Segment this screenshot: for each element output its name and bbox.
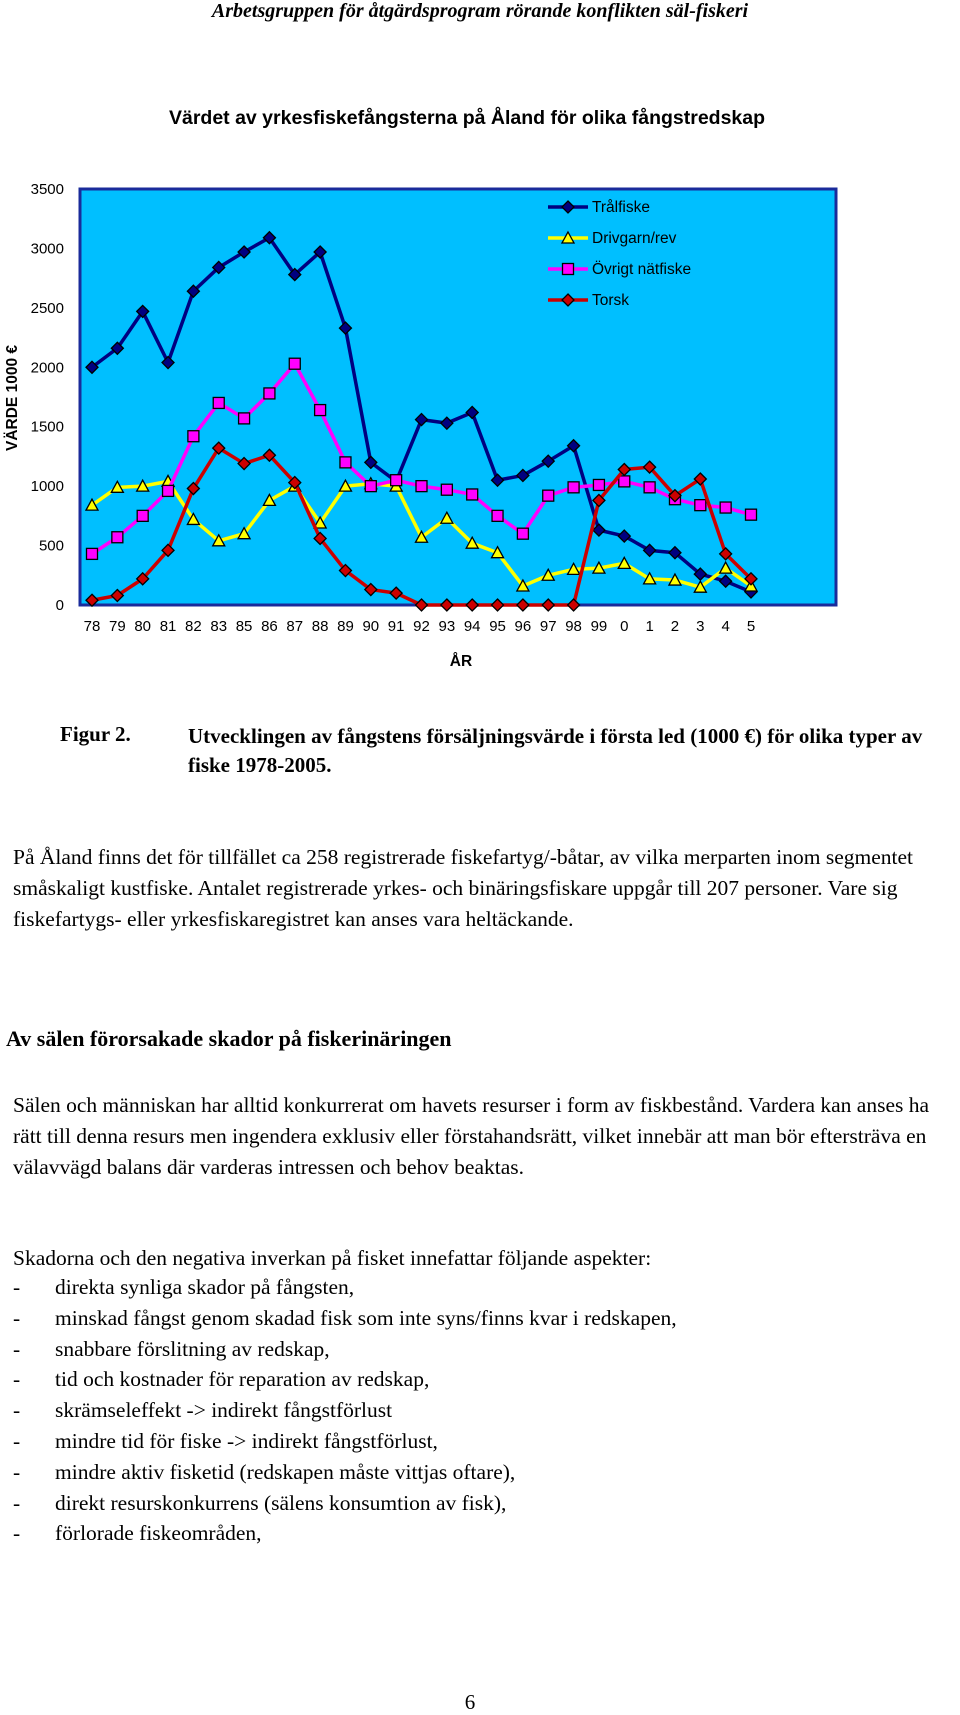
x-tick-label: 88 [311,618,329,635]
x-tick-label: 85 [235,618,253,635]
list-dash: - [13,1367,21,1392]
x-axis-label: ÅR [449,653,473,670]
y-tick-label: 1000 [30,478,64,496]
x-tick-label: 96 [514,618,532,635]
y-tick-label: 3500 [30,181,64,198]
data-point [467,489,478,500]
aspect-list [13,1272,677,1549]
data-point [112,532,123,543]
x-tick-label: 94 [463,618,481,635]
data-point [695,500,706,511]
list-item-text: mindre tid för fiske -> indirekt fångstförlust, [55,1428,438,1453]
list-dash: - [13,1490,21,1515]
list-item-text: minskad fångst genom skadad fisk som inte syns/finns kvar i redskapen, [55,1305,677,1330]
running-header: Arbetsgruppen för åtgärdsprogram rörande konflikten säl-fiskeri [211,0,749,22]
y-tick-label: 500 [38,537,64,555]
list-item-text: direkt resurskonkurrens (sälens konsumtion av fisk), [55,1490,507,1515]
data-point [391,475,402,486]
chart-title: Värdet av yrkesfiskefångsterna på Åland för olika fångstredskap [168,107,766,129]
data-point [593,479,604,490]
x-tick-label: 4 [721,618,730,635]
x-tick-label: 93 [438,618,456,635]
paragraph-fleet: På Åland finns det för tillfället ca 258 registrerade fiskefartyg/-båtar, av vilka merparten inom segmentet småskaligt kustfiske. Antalet registrerade yrkes- och binäringsfiskare uppgår till 207 personer. Vare sig fiskefartygs- eller yrkesfiskaregistret kan anses vara heltäckande. [13,845,914,931]
x-tick-label: 86 [261,618,278,635]
y-tick-label: 2500 [30,299,64,317]
list-item [13,1364,677,1395]
figure-label: Figur 2. [60,722,131,746]
list-item [13,1518,677,1549]
y-axis-label: VÄRDE 1000 € [4,345,21,451]
page-number: 6 [464,1690,476,1714]
data-point [239,413,250,424]
list-item-text: mindre aktiv fisketid (redskapen måste vittjas oftare), [55,1459,516,1484]
list-item [13,1334,677,1365]
legend-label: Övrigt nätfiske [592,261,692,278]
list-dash: - [13,1275,21,1299]
x-tick-label: 89 [337,618,354,635]
y-tick-label: 2000 [30,359,64,377]
data-point [315,405,326,416]
legend-marker [563,264,574,275]
x-tick-label: 78 [83,618,101,635]
paragraph-aspects-intro: Skadorna och den negativa inverkan på fisket innefattar följande aspekter: [13,1246,652,1270]
list-item [13,1488,677,1519]
figure-caption: Utvecklingen av fångstens försäljningsvärde i första led (1000 €) för olika typer av fiske 1978-2005. [188,724,923,777]
list-item-text: tid och kostnader för reparation av redskap, [55,1367,430,1392]
list-item-text: direkta synliga skador på fångsten, [55,1275,355,1299]
data-point [619,476,630,487]
data-point [264,388,275,399]
legend-label: Trålfiske [592,199,650,216]
x-tick-label: 87 [286,618,304,635]
list-item-text: snabbare förslitning av redskap, [55,1336,330,1361]
data-point [340,457,351,468]
list-item [13,1457,677,1488]
data-point [213,397,224,408]
list-dash: - [13,1305,21,1330]
y-tick-label: 1500 [30,418,64,436]
x-tick-label: 81 [159,618,177,635]
data-point [720,502,731,513]
data-point [441,484,452,495]
x-tick-label: 99 [590,618,608,635]
paragraph-competition: Sälen och människan har alltid konkurrerat om havets resurser i form av fiskbestånd. Vardera kan anses ha rätt till denna resurs men ingendera exklusiv eller förstahandsrätt, vilket innebär att man bör eftersträva en välavvägd balans där varderas intressen och behov beaktas. [13,1093,930,1179]
data-point [188,431,199,442]
data-point [289,358,300,369]
x-tick-label: 82 [185,618,202,635]
x-tick-label: 1 [645,618,654,635]
data-point [163,485,174,496]
x-tick-label: 98 [565,618,582,635]
x-tick-label: 91 [387,618,405,635]
data-point [87,548,98,559]
x-tick-label: 0 [620,618,629,635]
list-dash: - [13,1521,21,1546]
list-item [13,1395,677,1426]
data-point [137,510,148,521]
y-axis-ticks [31,181,64,614]
data-point [543,490,554,501]
y-tick-label: 3000 [30,240,64,258]
y-tick-label: 0 [55,597,64,614]
x-tick-label: 92 [413,618,430,635]
list-dash: - [13,1398,21,1423]
x-tick-label: 3 [696,618,705,635]
legend-label: Torsk [592,292,630,309]
list-item [13,1272,677,1303]
list-item-text: skrämseleffekt -> indirekt fångstförlust [55,1398,393,1423]
data-point [492,510,503,521]
data-point [746,509,757,520]
data-point [644,482,655,493]
x-tick-label: 83 [210,618,228,635]
x-tick-label: 5 [746,618,756,635]
data-point [416,481,427,492]
list-dash: - [13,1459,21,1484]
x-tick-label: 97 [539,618,557,635]
x-tick-label: 2 [670,618,680,635]
list-item [13,1303,677,1334]
x-tick-label: 95 [489,618,506,635]
data-point [517,528,528,539]
list-item-text: förlorade fiskeområden, [55,1521,262,1546]
x-axis-ticks [84,618,756,635]
legend-label: Drivgarn/rev [592,230,677,247]
x-tick-label: 80 [134,618,152,635]
list-item [13,1426,677,1457]
list-dash: - [13,1428,21,1453]
x-tick-label: 90 [362,618,380,635]
x-tick-label: 79 [109,618,126,635]
data-point [568,482,579,493]
section-heading: Av sälen förorsakade skador på fiskerinäringen [6,1026,452,1051]
list-dash: - [13,1336,21,1361]
data-point [365,481,376,492]
line-chart [0,80,960,690]
